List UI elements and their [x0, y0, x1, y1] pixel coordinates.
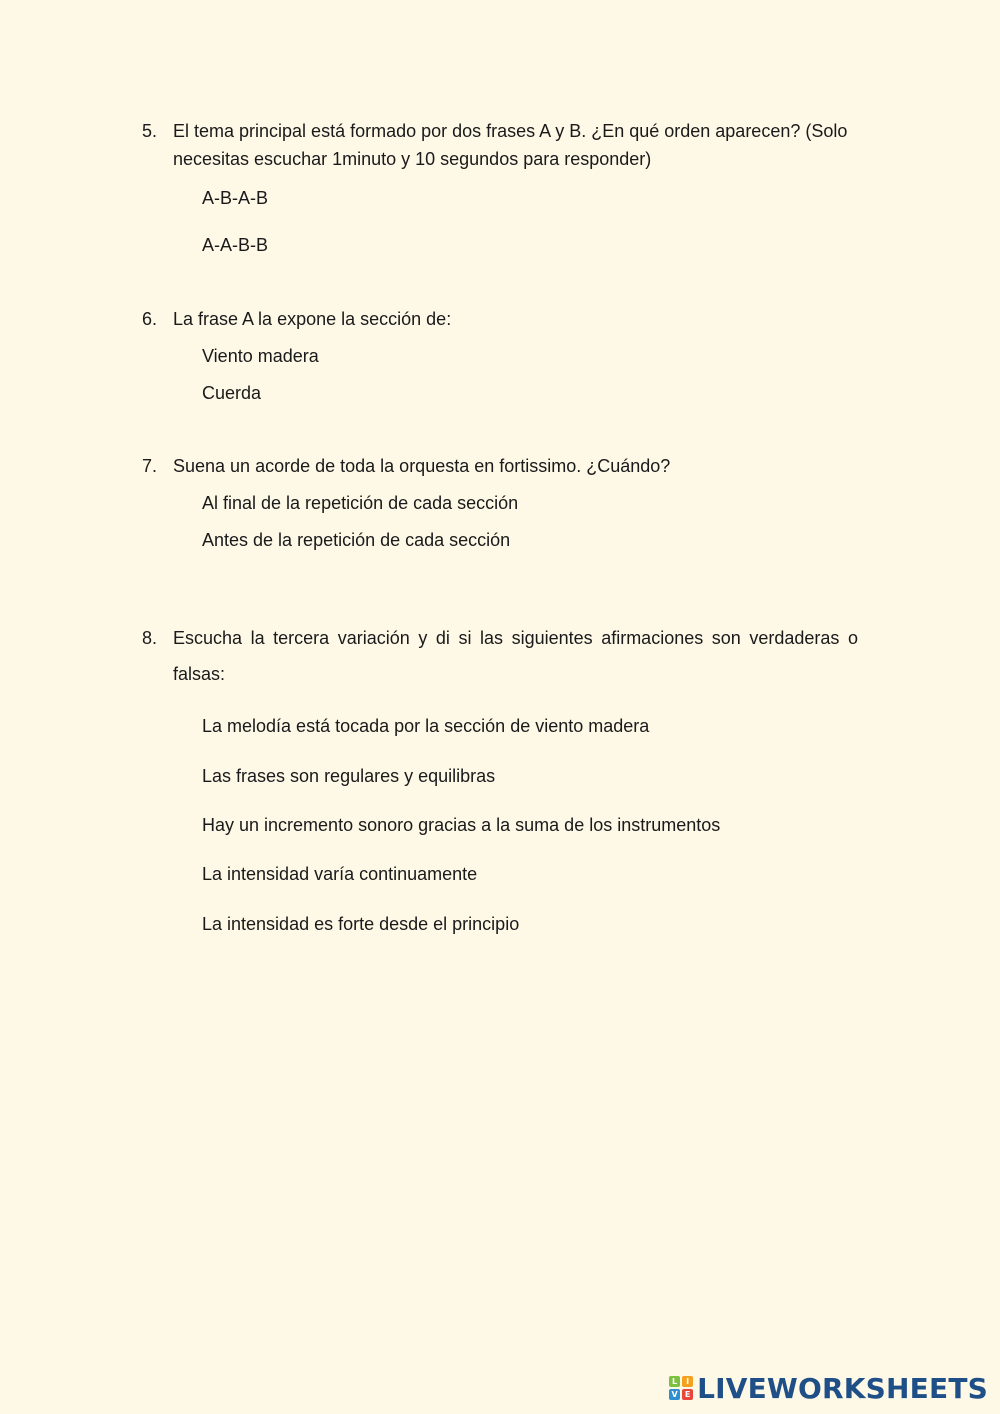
logo-tile-l: L: [669, 1376, 680, 1387]
question-7-option-2[interactable]: Antes de la repetición de cada sección: [202, 530, 511, 550]
question-8-statement-4[interactable]: La intensidad varía continuamente: [202, 864, 478, 884]
question-6-option-1[interactable]: Viento madera: [202, 346, 319, 366]
question-text: Suena un acorde de toda la orquesta en fortissimo. ¿Cuándo?: [173, 456, 671, 476]
question-6: [142, 305, 858, 333]
question-7: [142, 452, 858, 480]
question-8-statement-2[interactable]: Las frases son regulares y equilibras: [202, 766, 496, 786]
liveworksheets-brand-text: LIVEWORKSHEETS: [697, 1371, 988, 1405]
logo-tile-v: V: [669, 1389, 680, 1400]
question-text: Escucha la tercera variación y di si las siguientes afirmaciones son verdaderas o falsas:: [173, 628, 858, 684]
question-8-statement-5[interactable]: La intensidad es forte desde el principio: [202, 914, 520, 934]
question-8: [142, 620, 858, 692]
logo-tile-i: I: [682, 1376, 693, 1387]
liveworksheets-logo-icon: [669, 1376, 693, 1400]
question-6-option-2[interactable]: Cuerda: [202, 383, 262, 403]
logo-tile-e: E: [682, 1389, 693, 1400]
question-8-statement-1[interactable]: La melodía está tocada por la sección de viento madera: [202, 716, 650, 736]
question-8-statement-3[interactable]: Hay un incremento sonoro gracias a la suma de los instrumentos: [202, 815, 721, 835]
question-text: La frase A la expone la sección de:: [173, 309, 452, 329]
question-text: El tema principal está formado por dos frases A y B. ¿En qué orden aparecen? (Solo necesitas escuchar 1minuto y 10 segundos para responder): [173, 121, 848, 169]
question-number: 5.: [142, 121, 158, 141]
question-5: [142, 117, 858, 173]
question-7-option-1[interactable]: Al final de la repetición de cada sección: [202, 493, 519, 513]
question-number: 6.: [142, 309, 158, 329]
question-number: 7.: [142, 456, 158, 476]
liveworksheets-logo[interactable]: [669, 1370, 988, 1406]
question-5-option-2[interactable]: A-A-B-B: [202, 235, 269, 255]
question-number: 8.: [142, 628, 158, 648]
question-5-option-1[interactable]: A-B-A-B: [202, 188, 269, 208]
